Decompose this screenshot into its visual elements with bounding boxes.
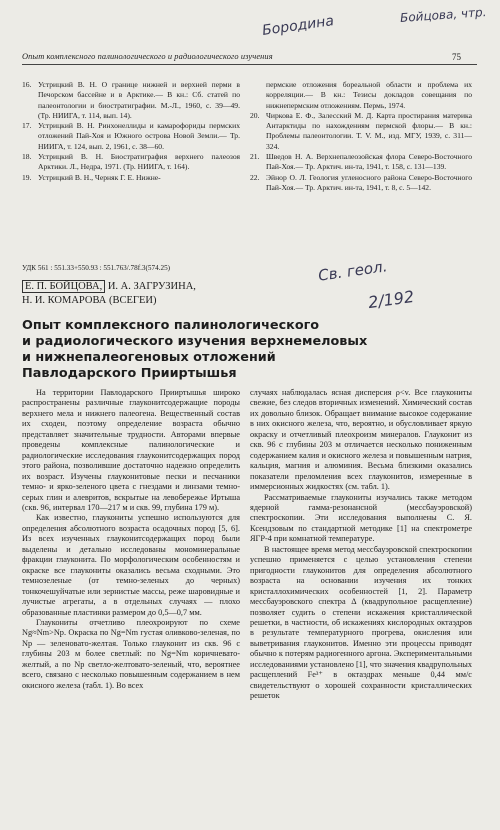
handwritten-note-top-left: Бородина bbox=[261, 13, 335, 39]
title-line: Павлодарского Прииртышья bbox=[22, 366, 237, 381]
reference-number: 18. bbox=[22, 152, 32, 162]
reference-text: пермские отложения бореальной области и проблема их корреляции.— В кн.: Тезисы докладов совещания по нижнепермским отложениям. Пермь, 1974. bbox=[266, 80, 472, 110]
article-authors bbox=[22, 280, 196, 308]
reference-item bbox=[250, 152, 472, 173]
reference-text: Эйнор О. Л. Геология угленосного района Северо-Восточного Пай-Хоя.— Тр. Арктич. ин-та, 1941, т. 8, с. 5—142. bbox=[266, 172, 472, 192]
authors-line-2: Н. И. КОМАРОВА (ВСЕГЕИ) bbox=[22, 295, 157, 306]
references-right-column bbox=[250, 80, 472, 193]
reference-number: 20. bbox=[250, 110, 260, 120]
body-paragraph: В настоящее время метод мессбауэровской спектроскопии успешно применяется с целью установления степени пригодности глауконитов для определения абсолютного возраста на основании изучения их тонких кристаллохимических особенностей [1, 2]. Параметр мессбауэровского спектра Δ (квадрупольное расщепление) позволяет судить о степени искажения кристаллической решетки, в частности, об искажениях кислородных октаэдров в результате температурного прогрева, окисления или выветривания глауконитов. Именно эти процессы приводят обычно к потерям радиогенного аргона. Экспериментальными исследованиями установлено [1], что значения квадрупольных расщеплений Fe³⁺ в октаэдрах меньше 0,44 мм/с свидетельствуют о хорошей сохранности кристаллических решеток bbox=[250, 544, 472, 701]
authors-rest: И. А. ЗАГРУЗИНА, bbox=[105, 281, 196, 292]
references-left-column bbox=[22, 80, 240, 183]
reference-item bbox=[22, 173, 240, 183]
title-line: и нижнепалеогеновых отложений bbox=[22, 350, 276, 365]
reference-text: Чиркова Е. Ф., Залесский М. Д. Карта простирания материка Антарктиды по нахождениям пермской флоры.— В кн.: Проблемы палеонтологии. Т. V. М., изд. МГУ, 1939, с. 311—324. bbox=[266, 110, 472, 151]
reference-number bbox=[250, 80, 266, 111]
body-paragraph: Глаукониты отчетливо плеохроируют по схеме Ng≈Nm>Np. Окраска по Ng=Nm густая оливково-зеленая, по Np — зеленовато-желтая. Только глауконит из скв. 96 с глубины 203 м более светлый: по Ng=Nm коричневато-желтый, а по Np светло-желтовато-зеленый, что, вероятнее всего, связано с несколько повышенным содержанием в нем окисного железа (табл. 1). Во всех bbox=[22, 617, 240, 690]
reference-number: 17. bbox=[22, 121, 32, 131]
reference-item bbox=[22, 152, 240, 173]
body-paragraph: На территории Павлодарского Прииртышья широко распространены различные глауконитсодержащие породы верхнего мела и нижнего палеогена. Вещественный состав их сходен, поэтому определение возраста обычно представляет значительные трудности. Авторами впервые проведены комплексные палинологические и радиологические исследования глауконитсодержащих пород этого района, позволившие достаточно надежно определить их возраст. Изучены глауконитовые пески и песчаники темно- и ярко-зеленого цвета с гнездами и линзами темно-серых глин и алевритов, вскрытые на левобережье Иртыша (скв. 96, интервал 170—217 м и скв. 99, глубина 179 м). bbox=[22, 388, 240, 512]
reference-item bbox=[250, 111, 472, 152]
title-line: Опыт комплексного палинологического bbox=[22, 318, 320, 333]
page-number: 75 bbox=[452, 52, 461, 62]
reference-text: Устрицкий В. Н. Биостратиграфия верхнего палеозоя Арктики. Л., Недра, 1971. (Тр. НИИГА, т. 164). bbox=[38, 152, 240, 172]
handwritten-number-mid: 2/192 bbox=[366, 286, 416, 313]
reference-item bbox=[22, 121, 240, 152]
reference-number: 22. bbox=[250, 172, 260, 182]
reference-item bbox=[22, 80, 240, 121]
handwritten-note-mid: Св. геол. bbox=[317, 257, 389, 285]
body-paragraph: Рассматриваемые глаукониты изучались также методом ядерной гамма-резонансной (мессбауэровской) спектроскопии. Эти исследования выполнены С. Я. Ксендзовым по стандартной методике [1] на спектрометре ЯГР-4 при комнатной температуре. bbox=[250, 492, 472, 544]
body-paragraph: Как известно, глаукониты успешно используются для определения абсолютного возраста осадочных пород [5, 6]. Из всех изученных глауконитсодержащих пород были выделены и детально исследованы мономинеральные фракции глауконита. По морфологическим особенностям и окраске все глаукониты оказались весьма сходными. Это темнозеленые (от темно-зеленых до черных) тонкочешуйчатые или зернистые массы, реже шаровидные и лучистые агрегаты, а в отдельных случаях — плохо образованные пластинки размером до 0,5—0,7 мм. bbox=[22, 513, 240, 617]
reference-item bbox=[250, 80, 472, 111]
reference-text: Устрицкий В. Н. Ринхонеллиды и камарофориды пермских отложений Пай-Хоя и Южного острова Новой Земли.— Тр. НИИГА, т. 124, вып. 2, 1961, с. 38—60. bbox=[38, 121, 240, 151]
reference-text: Шведов Н. А. Верхнепалеозойская флора Северо-Восточного Пай-Хоя.— Тр. Арктич. ин-та, 1941, т. 158, с. 131—139. bbox=[266, 152, 472, 172]
body-right-column bbox=[250, 388, 472, 702]
title-line: и радиологического изучения верхнемеловых bbox=[22, 334, 368, 349]
article-title bbox=[22, 318, 462, 382]
reference-number: 16. bbox=[22, 80, 32, 89]
author-boxed: Е. П. БОЙЦОВА, bbox=[22, 280, 105, 293]
reference-number: 21. bbox=[250, 152, 260, 162]
reference-item bbox=[250, 173, 472, 194]
running-title: Опыт комплексного палинологического и радиологического изучения bbox=[22, 52, 477, 65]
udc-code: УДК 561 : 551.33+550.93 : 551.763/.78f.3(574.25) bbox=[22, 264, 171, 272]
body-left-column bbox=[22, 388, 240, 691]
reference-number: 19. bbox=[22, 172, 32, 182]
body-paragraph: случаях наблюдалась ясная дисперсия ρ<v. Все глаукониты свежие, без следов вторичных изменений. Химический состав их довольно близок. Обращает внимание высокое содержание в них окисного железа, что, вероятно, и обусловливает яркую окраску и отчетливый плеохроизм минералов. Глауконит из скв. 96 с глубины 203 м отличается несколько пониженным содержанием калия и окисного железа и повышенным натрия, кальция, магния и алюминия. Весьма близкими оказались показатели преломления всех глауконитов, измеренные в иммерсионных жидкостях (см. табл. 1). bbox=[250, 388, 472, 492]
reference-text: Устрицкий В. Н., Черняк Г. Е. Нижне- bbox=[38, 172, 161, 182]
authors-line-1 bbox=[22, 280, 196, 294]
handwritten-note-top-right: Бойцова, чтр. bbox=[399, 5, 487, 25]
reference-text: Устрицкий В. Н. О границе нижней и верхней перми в Печорском бассейне и в Арктике.— В кн.: Сб. статей по палеонтологии и биостратиграфии. М.-Л., 1960, с. 39—49. (Тр. НИИГА, т. 114, вып. 14). bbox=[38, 80, 240, 120]
